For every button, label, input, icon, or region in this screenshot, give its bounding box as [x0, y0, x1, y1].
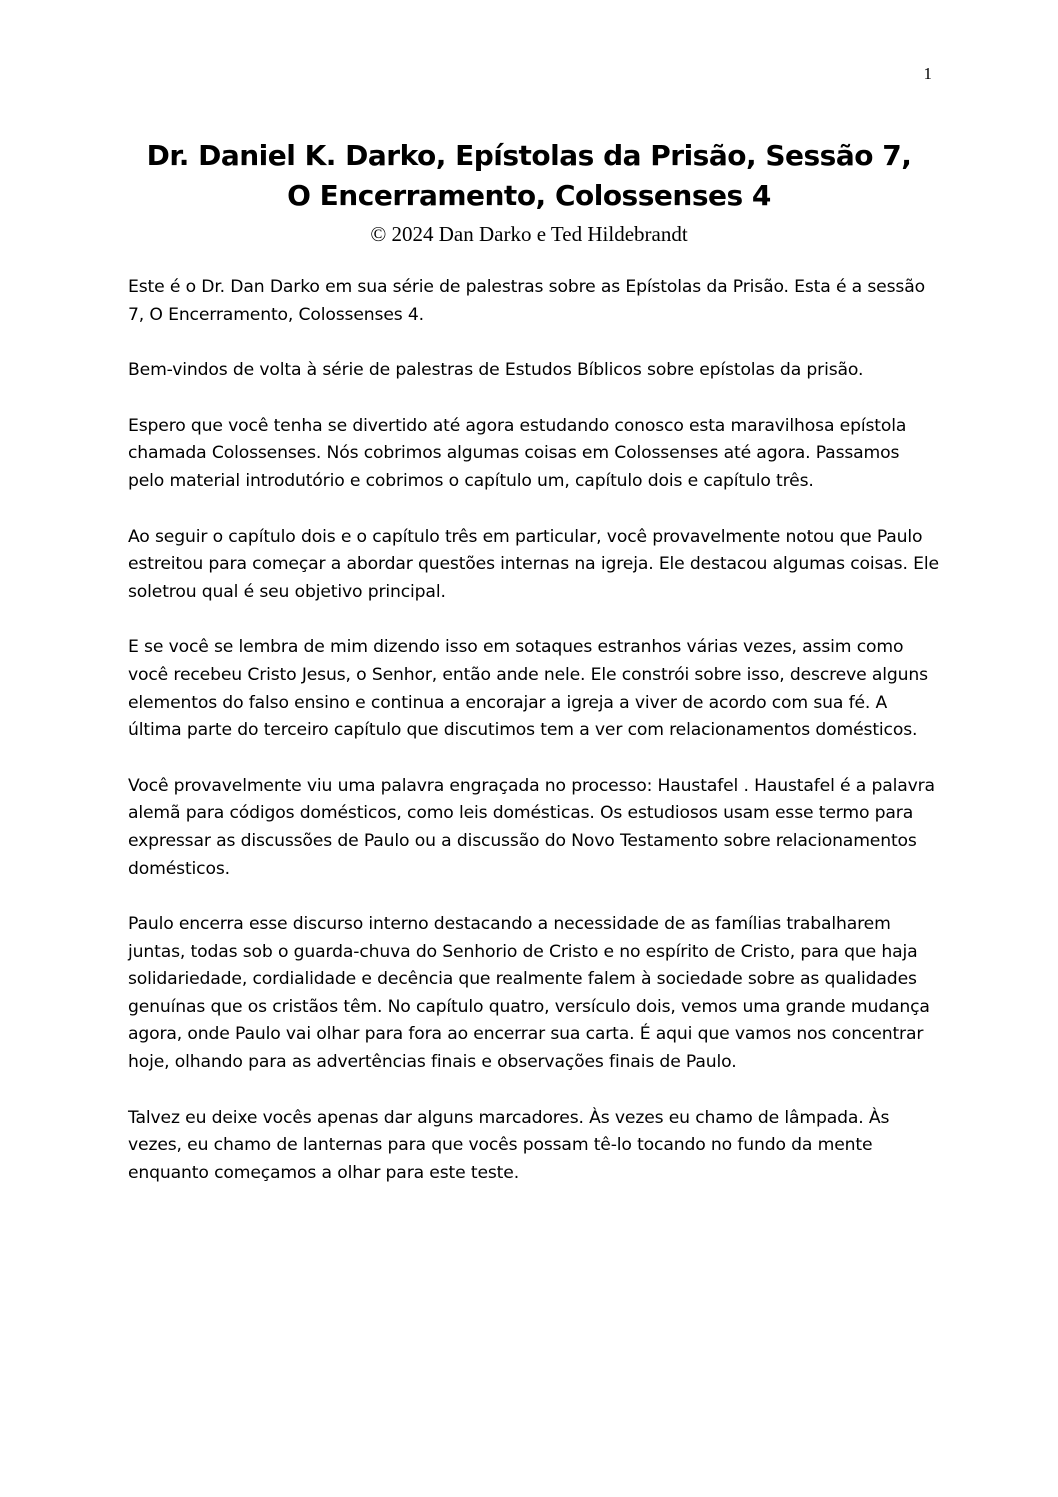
paragraph: Paulo encerra esse discurso interno destacando a necessidade de as famílias trabalharem juntas, todas sob o guarda-chuva do Senhorio de Cristo e no espírito de Cristo, para que haja solidariedade, cordialidade e decência que realmente falem à sociedade sobre as qualidades genuínas que os cristãos têm. No capítulo quatro, versículo dois, vemos uma grande mudança agora, onde Paulo vai olhar para fora ao encerrar sua carta. É aqui que vamos nos concentrar hoje, olhando para as advertências finais e observações finais de Paulo.: [128, 914, 930, 1073]
paragraph: Espero que você tenha se divertido até agora estudando conosco esta maravilhosa epístola chamada Colossenses. Nós cobrimos algumas coisas em Colossenses até agora. Passamos pelo material introdutório e cobrimos o capítulo um, capítulo dois e capítulo três.: [128, 415, 907, 491]
title-line-1: Dr. Daniel K. Darko, Epístolas da Prisão, Sessão 7,: [146, 139, 912, 172]
body-text: [128, 274, 940, 1215]
paragraph: Bem-vindos de volta à série de palestras de Estudos Bíblicos sobre epístolas da prisão.: [128, 360, 864, 381]
paragraph: Talvez eu deixe vocês apenas dar alguns marcadores. Às vezes eu chamo de lâmpada. Às vezes, eu chamo de lanternas para que vocês possam tê-lo tocando no fundo da mente enquanto começamos a olhar para este teste.: [128, 1107, 890, 1183]
document-title: [120, 136, 938, 216]
copyright-notice: © 2024 Dan Darko e Ted Hildebrandt: [370, 222, 688, 246]
paragraph: Ao seguir o capítulo dois e o capítulo três em particular, você provavelmente notou que Paulo estreitou para começar a abordar questões internas na igreja. Ele destacou algumas coisas. Ele soletrou qual é seu objetivo principal.: [128, 526, 939, 602]
paragraph: E se você se lembra de mim dizendo isso em sotaques estranhos várias vezes, assim como você recebeu Cristo Jesus, o Senhor, então ande nele. Ele constrói sobre isso, descreve alguns elementos do falso ensino e continua a encorajar a igreja a viver de acordo com sua fé. A última parte do terceiro capítulo que discutimos tem a ver com relacionamentos domésticos.: [128, 637, 928, 741]
paragraph: Este é o Dr. Dan Darko em sua série de palestras sobre as Epístolas da Prisão. Esta é a sessão 7, O Encerramento, Colossenses 4.: [128, 277, 925, 325]
page-number: 1: [923, 64, 932, 83]
title-line-2: O Encerramento, Colossenses 4: [287, 179, 771, 212]
paragraph: Você provavelmente viu uma palavra engraçada no processo: Haustafel . Haustafel é a palavra alemã para códigos domésticos, como leis domésticas. Os estudiosos usam esse termo para expressar as discussões de Paulo ou a discussão do Novo Testamento sobre relacionamentos domésticos.: [128, 775, 935, 879]
